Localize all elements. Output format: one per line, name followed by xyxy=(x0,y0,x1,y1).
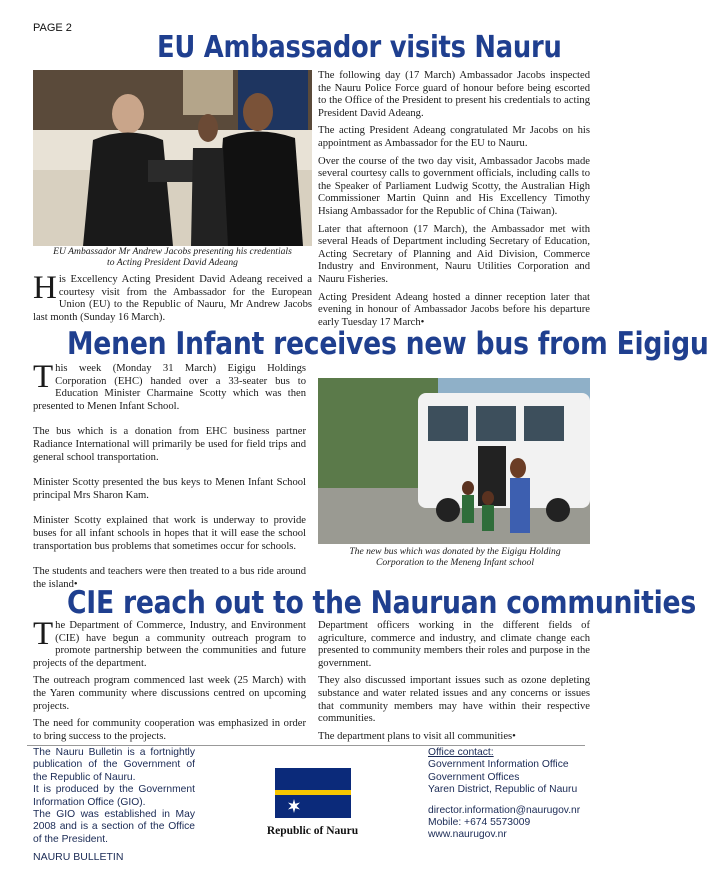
article3-right-column xyxy=(318,620,590,748)
contact-line: Government Offices xyxy=(428,771,520,783)
article1-paragraph: Acting President Adeang hosted a dinner reception later that evening in honour of Ambassador Jacobs before his departure early Tuesday 17 March• xyxy=(318,291,590,328)
article2-paragraph: The bus which is a donation from EHC business partner Radiance International will primarily be used for field trips and general school transportation. xyxy=(33,426,306,463)
page-number: PAGE 2 xyxy=(33,22,72,34)
contact-line: Yaren District, Republic of Nauru xyxy=(428,784,578,796)
article1-paragraph: The following day (17 March) Ambassador Jacobs inspected the Nauru Police Force guard of honour before being escorted to the Office of the President to present his credentials to acting President David Adeang. xyxy=(318,70,590,119)
article1-intro-text: is Excellency Acting President David Adeang received a courtesy visit from the Ambassador for the European Union (EU) to the Republic of Nauru, Mr Andrew Jacobs last month (Sunday 16 March). xyxy=(33,274,312,323)
article1-paragraph: Later that afternoon (17 March), the Ambassador met with several Heads of Department including Secretary of Education, Acting Secretary of Planning and Aid Division, Commerce Industry and Environment, Nauru Utilities Corporation and Nauru Fisheries. xyxy=(318,223,590,285)
footer-about-line: The GIO was established in May 2008 and is a section of the Office of the President. xyxy=(33,809,195,845)
article3-paragraph: The outreach program commenced last week (25 March) with the Yaren community where discussions centred on upcoming projects. xyxy=(33,675,306,712)
contact-line: Government Information Office xyxy=(428,759,569,771)
article1-paragraph: The acting President Adeang congratulated Mr Jacobs on his appointment as Ambassador for the EU to Nauru. xyxy=(318,125,590,149)
article1-headline: EU Ambassador visits Nauru xyxy=(157,30,562,65)
article2-paragraph: The students and teachers were then treated to a bus ride around the island• xyxy=(33,566,306,590)
article2-paragraph: Minister Scotty explained that work is underway to provide buses for all infant schools in hopes that it will ease the school transportation bus problems that sometimes occur for schools. xyxy=(33,515,306,552)
footer-bulletin-label: NAURU BULLETIN xyxy=(33,851,124,863)
contact-website-link[interactable]: www.naurugov.nr xyxy=(428,829,507,841)
article2-dropcap: T xyxy=(33,359,54,395)
bus-image xyxy=(318,378,590,544)
article2-intro-text: his week (Monday 31 March) Eigigu Holdings Corporation (EHC) handed over a 33-seater bus to Education Minister Charmaine Scotty which was then presented to Menen Infant School. xyxy=(33,363,306,412)
footer-about xyxy=(33,747,195,846)
article3-left-column xyxy=(33,616,306,748)
article1-intro xyxy=(33,270,312,329)
footer-contact xyxy=(428,747,598,842)
contact-email-link[interactable]: director.information@naurugov.nr xyxy=(428,804,581,816)
article3-paragraph: Department officers working in the different fields of agriculture, commerce and industry, and climate change each presented to community members their roles and purpose in the government. xyxy=(318,620,590,669)
article2-left-column xyxy=(33,359,306,596)
footer-about-line: The Nauru Bulletin is a fortnightly publication of the Government of the Republic of Nauru. xyxy=(33,747,195,783)
contact-mobile: Mobile: +674 5573009 xyxy=(428,817,531,829)
footer-divider xyxy=(27,745,585,746)
article2-headline: Menen Infant receives new bus from Eigigu xyxy=(67,326,709,362)
article3-paragraph: They also discussed important issues such as ozone depleting substance and water related issues and any concerns or issues that community members may have within their respective communities. xyxy=(318,675,590,725)
article2-photo-caption: The new bus which was donated by the Eigigu Holding Corporation to the Meneng Infant school xyxy=(349,546,561,568)
article1-paragraph: Over the course of the two day visit, Ambassador Jacobs made several courtesy calls to government officials, including calls to the Speaker of Parliament Ludwig Scotty, the Australian High Commissioner Martin Quinn and His Excellency Timothy Hsiang Ambassador for the Republic of China (Taiwan). xyxy=(318,155,590,217)
article1-right-column xyxy=(318,70,590,334)
article1-photo xyxy=(33,70,312,246)
article3-paragraph: The department plans to visit all communities• xyxy=(318,730,516,742)
article3-headline: CIE reach out to the Nauruan communities xyxy=(67,585,696,621)
article1-dropcap: H xyxy=(33,270,57,306)
article3-intro-text: he Department of Commerce, Industry, and Environment (CIE) have begun a community outreach program to promote partnership between the communities and future projects of the department. xyxy=(33,620,306,669)
contact-heading: Office contact: xyxy=(428,747,494,758)
footer-about-line: It is produced by the Government Information Office (GIO). xyxy=(33,784,195,808)
republic-label: Republic of Nauru xyxy=(266,825,359,837)
article3-dropcap: T xyxy=(33,616,54,652)
nauru-flag-icon xyxy=(275,768,351,818)
article2-paragraph: Minister Scotty presented the bus keys to Menen Infant School principal Mrs Sharon Kam. xyxy=(33,477,306,501)
credential-ceremony-image xyxy=(33,70,312,246)
article1-photo-caption: EU Ambassador Mr Andrew Jacobs presenting his credentials to Acting President David Adeang xyxy=(53,246,292,268)
article2-photo xyxy=(318,378,590,544)
article3-paragraph: The need for community cooperation was emphasized in order to bring success to the projects. xyxy=(33,718,306,742)
